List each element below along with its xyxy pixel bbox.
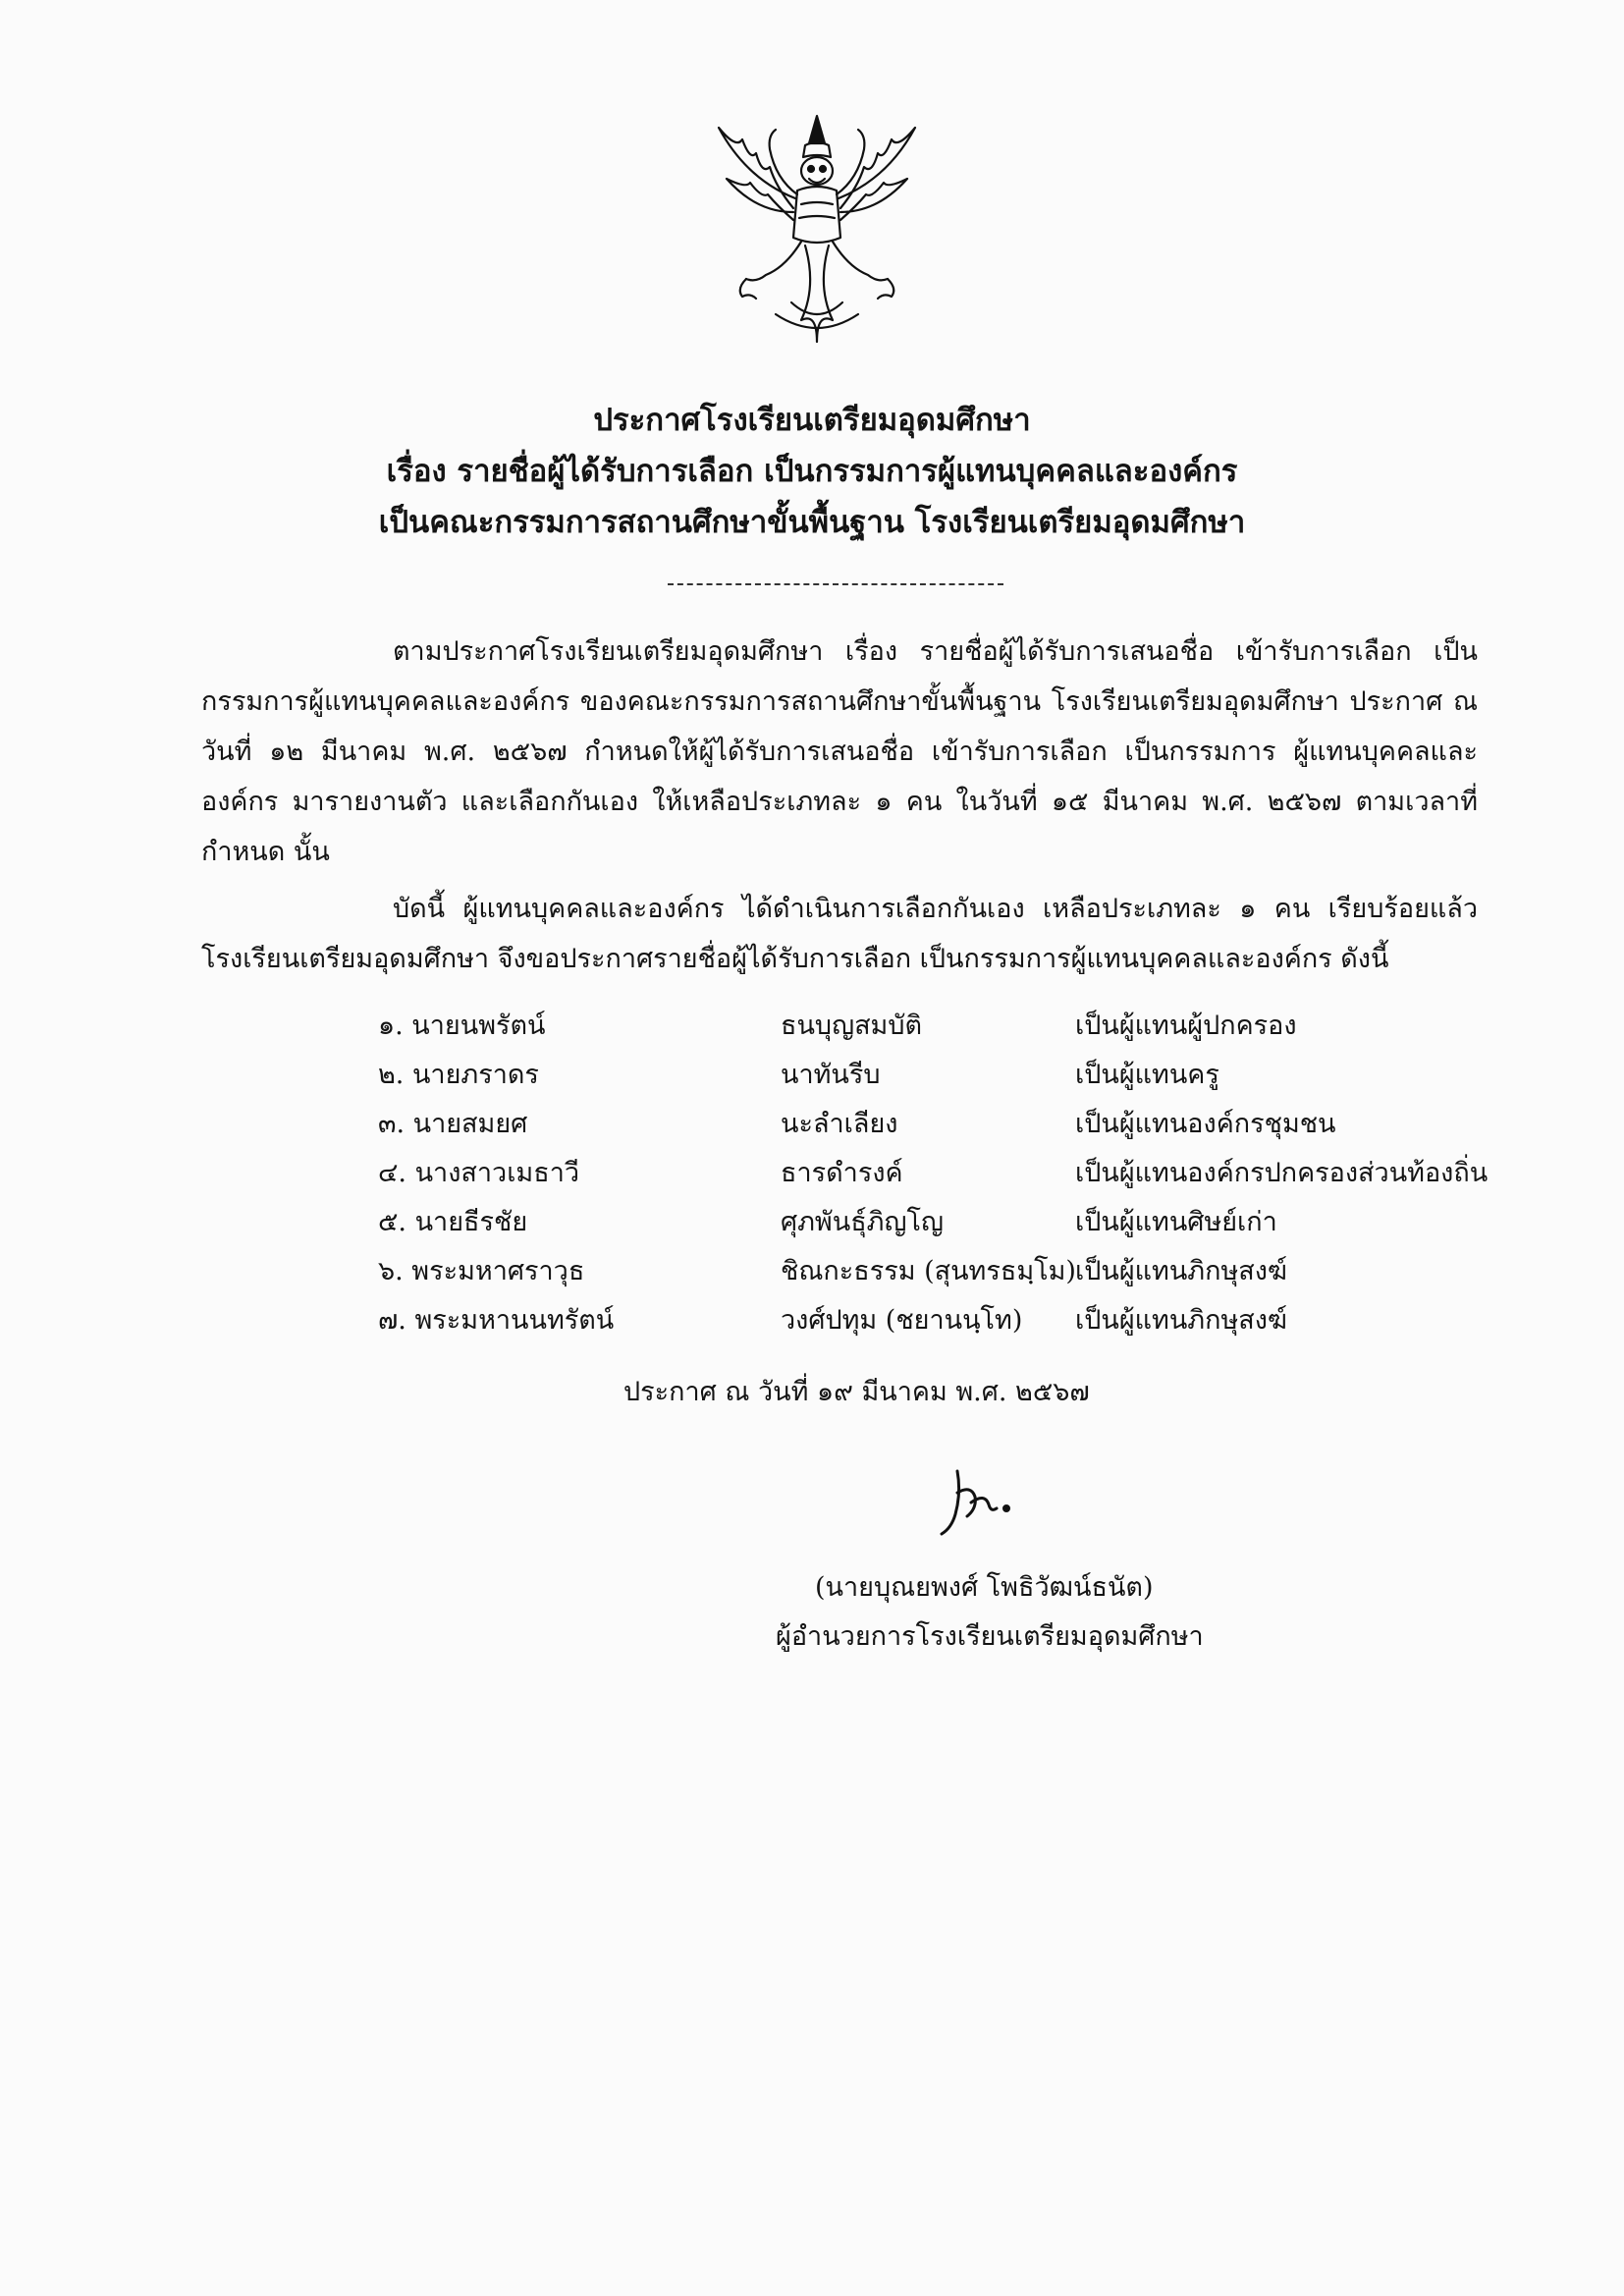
member-role: เป็นผู้แทนศิษย์เก่า (1075, 1207, 1277, 1237)
member-last-name: ศุภพันธุ์ภิญโญ (781, 1207, 944, 1237)
list-item (378, 1247, 1517, 1296)
list-item (378, 1002, 1517, 1051)
garuda-emblem-icon (707, 110, 928, 346)
list-item (378, 1051, 1517, 1100)
paragraph-1 (201, 627, 1478, 877)
member-role: เป็นผู้แทนผู้ปกครอง (1075, 1011, 1297, 1041)
member-list (378, 1002, 1517, 1345)
member-last-name: วงศ์ปทุม (ชยานนฺโท) (781, 1305, 1023, 1336)
member-role: เป็นผู้แทนภิกษุสงฆ์ (1075, 1256, 1287, 1286)
member-first-name: ๕. นายธีรชัย (378, 1207, 528, 1237)
list-item (378, 1149, 1517, 1198)
member-role: เป็นผู้แทนภิกษุสงฆ์ (1075, 1305, 1287, 1336)
list-item (378, 1296, 1517, 1345)
handwritten-signature-icon (928, 1463, 1036, 1542)
member-role: เป็นผู้แทนองค์กรปกครองส่วนท้องถิ่น (1075, 1158, 1489, 1188)
title-divider (668, 583, 1003, 585)
member-first-name: ๓. นายสมยศ (378, 1109, 528, 1139)
member-last-name: ธนบุญสมบัติ (781, 1011, 923, 1041)
list-item (378, 1198, 1517, 1247)
list-item (378, 1100, 1517, 1149)
member-first-name: ๑. นายนพรัตน์ (378, 1011, 546, 1041)
member-first-name: ๔. นางสาวเมธาวี (378, 1158, 580, 1188)
announcement-date: ประกาศ ณ วันที่ ๑๙ มีนาคม พ.ศ. ๒๕๖๗ (623, 1377, 1090, 1407)
member-last-name: นะลำเลียง (781, 1109, 898, 1139)
announcement-title (147, 395, 1477, 548)
paragraph-2-text: บัดนี้ ผู้แทนบุคคลและองค์กร ได้ดำเนินการเลือกกันเอง เหลือประเภทละ ๑ คน เรียบร้อยแล้ว โรงเรียนเตรียมอุดมศึกษา จึงขอประกาศรายชื่อผู้ได้รับการเลือก เป็นกรรมการผู้แทนบุคคลและองค์กร ดังนี้ (201, 894, 1478, 974)
member-first-name: ๗. พระมหานนทรัตน์ (378, 1305, 615, 1336)
member-first-name: ๖. พระมหาศราวุธ (378, 1256, 585, 1286)
title-line-2: เรื่อง รายชื่อผู้ได้รับการเลือก เป็นกรรมการผู้แทนบุคคลและองค์กร (386, 454, 1238, 489)
member-last-name: ชิณกะธรรม (สุนทรธมฺโม) (781, 1256, 1076, 1286)
member-role: เป็นผู้แทนองค์กรชุมชน (1075, 1109, 1336, 1139)
signer-block (776, 1563, 1227, 1662)
member-first-name: ๒. นายภราดร (378, 1060, 539, 1090)
signer-name: (นายบุณยพงศ์ โพธิวัฒน์ธนัต) (815, 1572, 1154, 1603)
member-role: เป็นผู้แทนครู (1075, 1060, 1219, 1090)
title-line-1: ประกาศโรงเรียนเตรียมอุดมศึกษา (593, 403, 1031, 438)
member-last-name: ธารดำรงค์ (781, 1158, 903, 1188)
member-last-name: นาทันรีบ (781, 1060, 881, 1090)
paragraph-2 (201, 884, 1478, 984)
title-line-3: เป็นคณะกรรมการสถานศึกษาขั้นพื้นฐาน โรงเรียนเตรียมอุดมศึกษา (378, 505, 1246, 540)
paragraph-1-text: ตามประกาศโรงเรียนเตรียมอุดมศึกษา เรื่อง รายชื่อผู้ได้รับการเสนอชื่อ เข้ารับการเลือก เป็นกรรมการผู้แทนบุคคลและองค์กร ของคณะกรรมการสถานศึกษาขั้นพื้นฐาน โรงเรียนเตรียมอุดมศึกษา ประกาศ ณ วันที่ ๑๒ มีนาคม พ.ศ. ๒๕๖๗ กำหนดให้ผู้ได้รับการเสนอชื่อ เข้ารับการเลือก เป็นกรรมการ ผู้แทนบุคคลและองค์กร มารายงานตัว และเลือกกันเอง ให้เหลือประเภทละ ๑ คน ในวันที่ ๑๕ มีนาคม พ.ศ. ๒๕๖๗ ตามเวลาที่กำหนด นั้น (201, 636, 1478, 867)
signer-position: ผู้อำนวยการโรงเรียนเตรียมอุดมศึกษา (776, 1621, 1204, 1652)
